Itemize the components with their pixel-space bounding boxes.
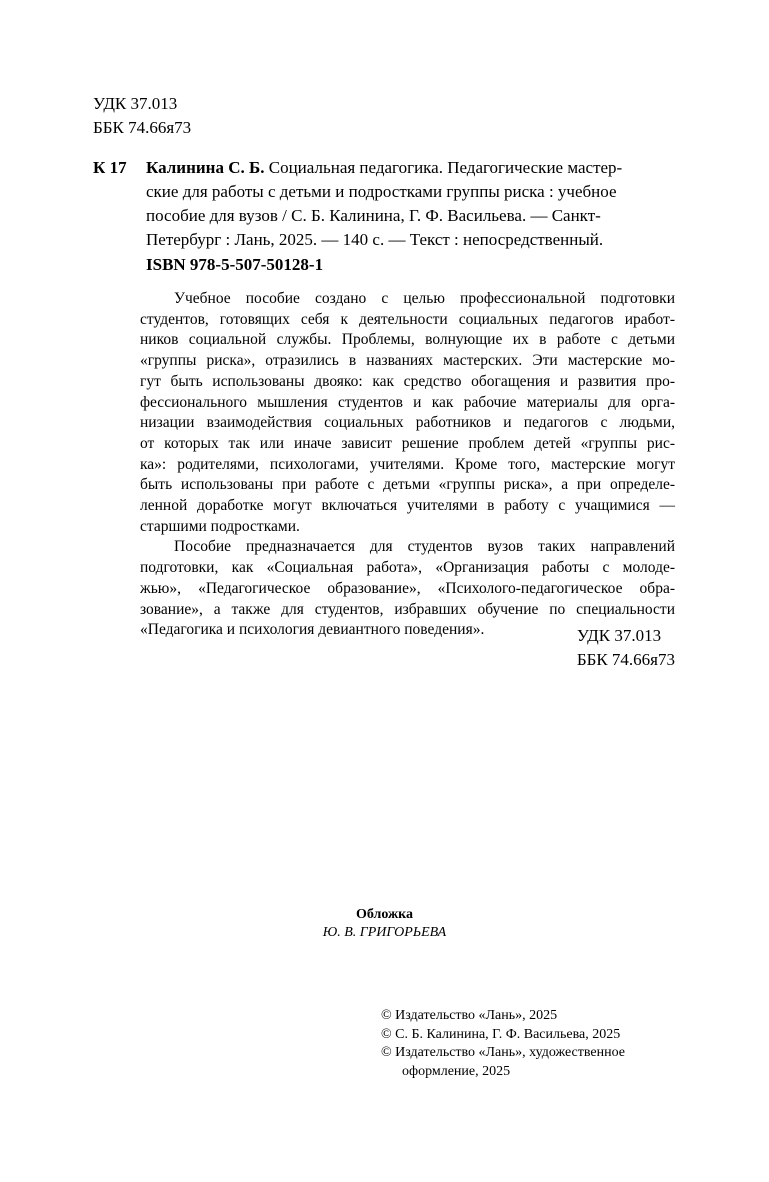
abstract-line: жью», «Педагогическое образование», «Психолого-педагогическое обра-: [140, 579, 675, 597]
classification-codes-bottom: [577, 624, 675, 672]
abstract-line: ка»: родителями, психологами, учителями. Кроме того, мастерские могут: [140, 455, 675, 473]
abstract-line: подготовки, как «Социальная работа», «Организация работы с молоде-: [140, 559, 675, 577]
bibliographic-entry: [93, 156, 675, 252]
bbk-code: ББК 74.66я73: [576, 650, 675, 669]
abstract-line: низации взаимодействия социальных работников и педагогов с людьми,: [140, 414, 675, 432]
copyright-line: © Издательство «Лань», художественное: [381, 1045, 625, 1060]
cover-label: Обложка: [355, 907, 414, 922]
abstract-line: «группы риска», отразились в названиях мастерских. Эти мастерские мо-: [140, 352, 675, 370]
abstract-line: студентов, готовящих себя к деятельности социальных педагогов иработ-: [140, 310, 675, 328]
author-mark: К 17: [93, 158, 127, 177]
copyright-block: [381, 1007, 625, 1081]
abstract-line: ленной доработке могут включаться учителями в работу с учащимися —: [140, 497, 675, 515]
entry-line-4: Петербург : Лань, 2025. — 140 с. — Текст : непосредственный.: [146, 230, 604, 249]
copyright-line: © Издательство «Лань», 2025: [381, 1008, 558, 1023]
abstract-line: Учебное пособие создано с целью профессиональной подготовки: [174, 290, 675, 307]
entry-line-3: пособие для вузов / С. Б. Калинина, Г. Ф. Васильева. — Санкт-: [146, 206, 601, 225]
abstract-line: быть использованы при работе с детьми «группы риска», а при определе-: [140, 476, 675, 494]
abstract-line: Пособие предназначается для студентов вузов таких направлений: [174, 538, 675, 556]
bbk-code: ББК 74.66я73: [93, 118, 192, 137]
abstract-line: старшими подростками.: [140, 517, 300, 535]
isbn: ISBN 978-5-507-50128-1: [146, 255, 324, 274]
abstract: [140, 289, 675, 641]
udk-code: УДК 37.013: [93, 94, 178, 113]
abstract-line: ников социальной службы. Проблемы, волнующие их в работе с детьми: [140, 331, 675, 349]
abstract-line: гут быть использованы двояко: как средство обогащения и развития про-: [140, 372, 675, 390]
entry-line-1: Калинина С. Б. Социальная педагогика. Педагогические мастер-: [146, 158, 623, 177]
copyright-line: оформление, 2025: [402, 1063, 511, 1079]
abstract-line: от которых так или иначе зависит решение проблем детей «группы рис-: [140, 434, 675, 452]
abstract-line: фессионального мышления студентов и как рабочие материалы для орга-: [140, 393, 675, 411]
classification-codes-top: [93, 92, 191, 140]
abstract-line: «Педагогика и психология девиантного поведения».: [140, 621, 485, 639]
abstract-line: зование», а также для студентов, избравших обучение по специальности: [140, 600, 675, 618]
cover-designer: Ю. В. ГРИГОРЬЕВА: [322, 925, 447, 940]
entry-line-2: ские для работы с детьми и подростками группы риска : учебное: [146, 182, 617, 201]
udk-code: УДК 37.013: [576, 626, 662, 645]
copyright-line: © С. Б. Калинина, Г. Ф. Васильева, 2025: [381, 1026, 621, 1042]
